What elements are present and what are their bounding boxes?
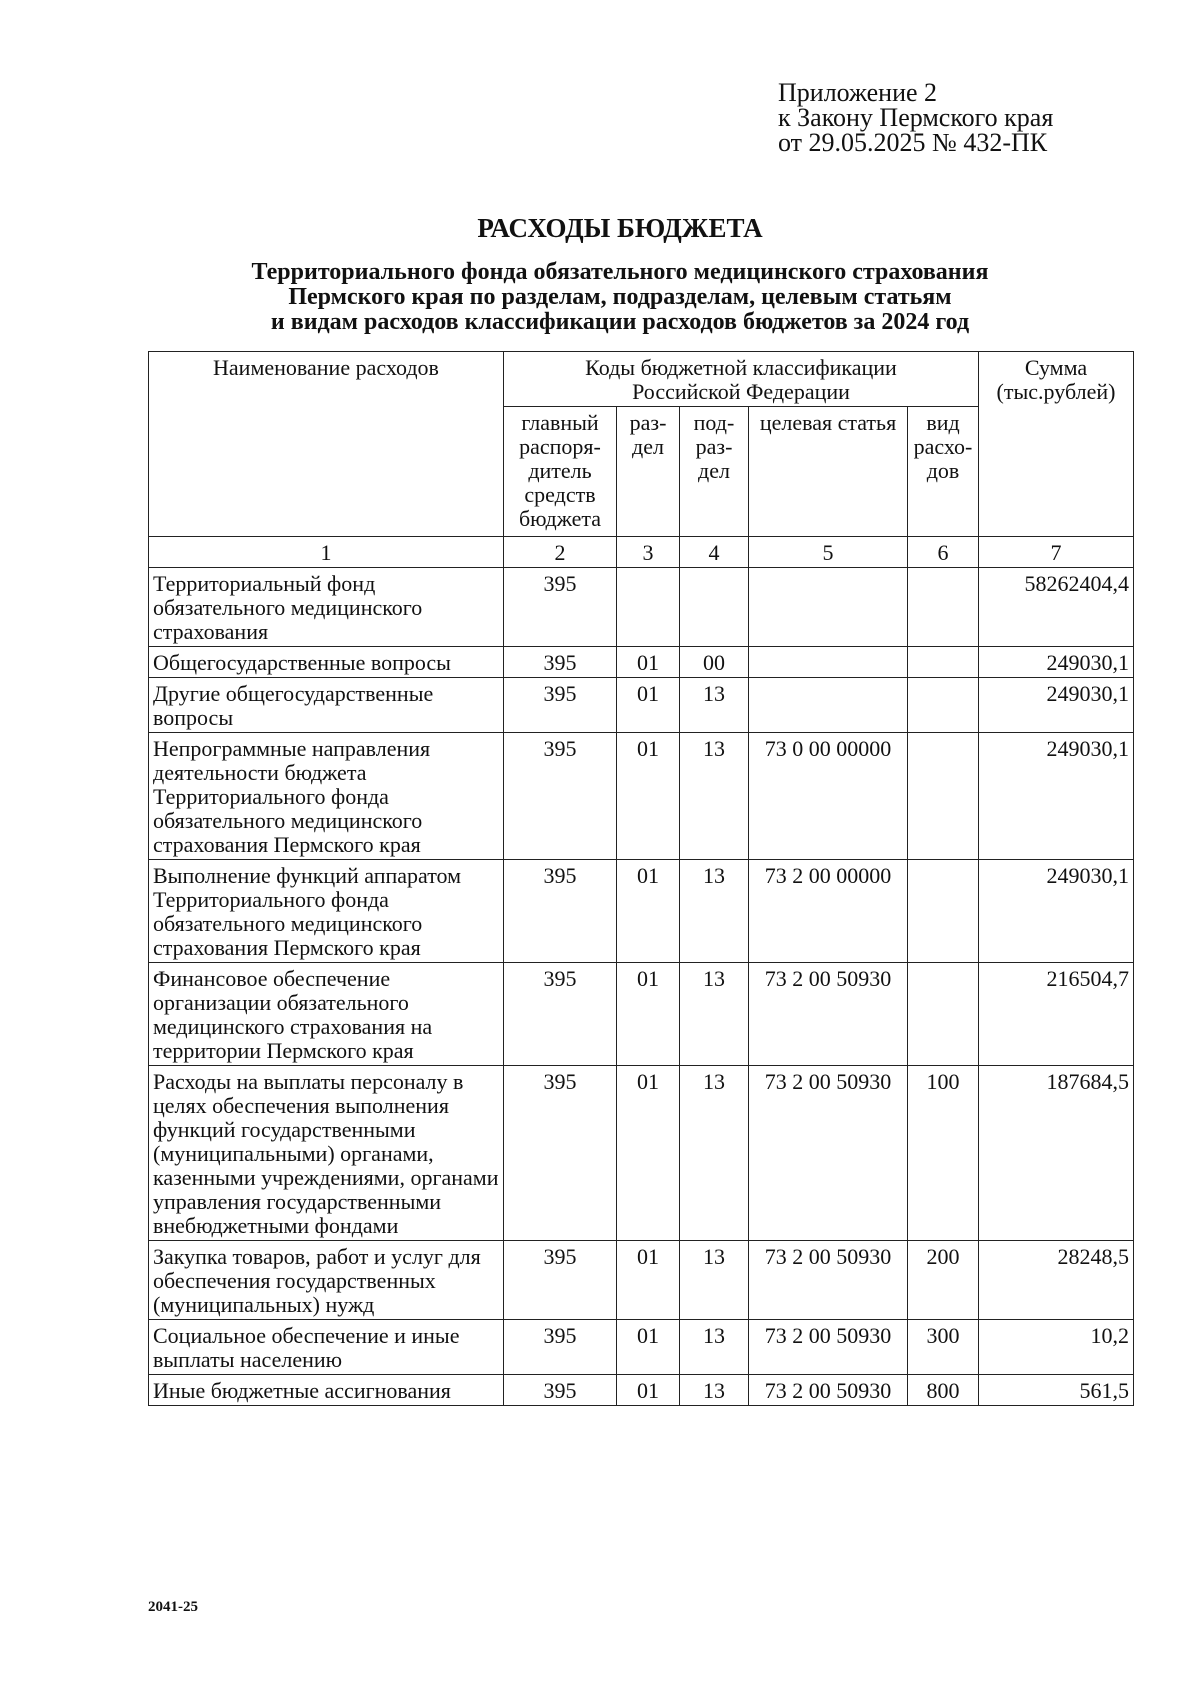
row-sum: 249030,1 — [979, 678, 1134, 733]
row-expense-type: 300 — [908, 1320, 979, 1375]
table-row — [149, 963, 1134, 1066]
appendix-law-reference: к Закону Пермского края — [778, 103, 1054, 132]
row-expense-type: 100 — [908, 1066, 979, 1241]
row-sum: 187684,5 — [979, 1066, 1134, 1241]
header-codes-group: Коды бюджетной классификации Российской Федерации — [504, 352, 979, 407]
table-row — [149, 568, 1134, 647]
row-sum: 249030,1 — [979, 647, 1134, 678]
row-expense-type: 800 — [908, 1375, 979, 1406]
row-subsection: 13 — [680, 678, 749, 733]
document-code: 2041-25 — [148, 1599, 198, 1615]
row-expense-type: 200 — [908, 1241, 979, 1320]
table-row — [149, 678, 1134, 733]
header-main-manager: главный распоря-дитель средств бюджета — [504, 407, 617, 537]
row-main-manager: 395 — [504, 733, 617, 860]
row-section: 01 — [617, 678, 680, 733]
row-target-article — [749, 678, 908, 733]
row-name: Закупка товаров, работ и услуг для обеспечения государственных (муниципальных) нужд — [149, 1241, 504, 1320]
row-main-manager: 395 — [504, 1320, 617, 1375]
row-main-manager: 395 — [504, 568, 617, 647]
column-number: 4 — [680, 537, 749, 568]
row-section: 01 — [617, 1320, 680, 1375]
row-sum: 561,5 — [979, 1375, 1134, 1406]
row-name: Территориальный фонд обязательного медицинского страхования — [149, 568, 504, 647]
row-subsection: 13 — [680, 860, 749, 963]
row-subsection: 13 — [680, 1066, 749, 1241]
row-sum: 216504,7 — [979, 963, 1134, 1066]
title-main: РАСХОДЫ БЮДЖЕТА — [477, 213, 763, 243]
subtitle-line-1: Территориального фонда обязательного медицинского страхования — [251, 259, 989, 285]
row-section: 01 — [617, 1375, 680, 1406]
row-expense-type — [908, 963, 979, 1066]
row-expense-type — [908, 860, 979, 963]
appendix-reference — [778, 80, 1053, 155]
header-target-article: целевая статья — [749, 407, 908, 537]
column-number: 5 — [749, 537, 908, 568]
column-number-row — [149, 537, 1134, 568]
row-target-article: 73 2 00 50930 — [749, 963, 908, 1066]
row-main-manager: 395 — [504, 647, 617, 678]
row-subsection: 13 — [680, 1375, 749, 1406]
row-expense-type — [908, 678, 979, 733]
row-main-manager: 395 — [504, 963, 617, 1066]
table-row — [149, 1375, 1134, 1406]
row-section: 01 — [617, 963, 680, 1066]
row-target-article: 73 2 00 00000 — [749, 860, 908, 963]
header-sum: Сумма (тыс.рублей) — [979, 352, 1134, 537]
appendix-law-date: от 29.05.2025 № 432-ПК — [778, 128, 1048, 157]
row-name: Другие общегосударственные вопросы — [149, 678, 504, 733]
table-header — [149, 352, 1134, 568]
header-subsection: под-раз-дел — [680, 407, 749, 537]
row-subsection: 00 — [680, 647, 749, 678]
row-target-article — [749, 647, 908, 678]
row-expense-type — [908, 647, 979, 678]
header-expense-type: вид расхо-дов — [908, 407, 979, 537]
row-section: 01 — [617, 647, 680, 678]
document-title — [140, 213, 1100, 335]
row-main-manager: 395 — [504, 678, 617, 733]
row-subsection — [680, 568, 749, 647]
row-name: Общегосударственные вопросы — [149, 647, 504, 678]
row-target-article: 73 2 00 50930 — [749, 1320, 908, 1375]
row-name: Финансовое обеспечение организации обязательного медицинского страхования на территории Пермского края — [149, 963, 504, 1066]
row-subsection: 13 — [680, 1320, 749, 1375]
table-row — [149, 860, 1134, 963]
row-main-manager: 395 — [504, 860, 617, 963]
table-row — [149, 1241, 1134, 1320]
title-subtitle — [140, 260, 1100, 335]
row-sum: 249030,1 — [979, 860, 1134, 963]
row-subsection: 13 — [680, 733, 749, 860]
row-section: 01 — [617, 1066, 680, 1241]
row-name: Социальное обеспечение и иные выплаты населению — [149, 1320, 504, 1375]
row-section: 01 — [617, 733, 680, 860]
table-body — [149, 568, 1134, 1406]
row-sum: 58262404,4 — [979, 568, 1134, 647]
row-sum: 28248,5 — [979, 1241, 1134, 1320]
table-row — [149, 647, 1134, 678]
row-target-article: 73 2 00 50930 — [749, 1375, 908, 1406]
appendix-number: Приложение 2 — [778, 78, 938, 107]
row-name: Выполнение функций аппаратом Территориального фонда обязательного медицинского страхования Пермского края — [149, 860, 504, 963]
column-number: 6 — [908, 537, 979, 568]
row-main-manager: 395 — [504, 1241, 617, 1320]
row-subsection: 13 — [680, 1241, 749, 1320]
row-subsection: 13 — [680, 963, 749, 1066]
row-sum: 10,2 — [979, 1320, 1134, 1375]
header-section: раз-дел — [617, 407, 680, 537]
row-name: Непрограммные направления деятельности бюджета Территориального фонда обязательного медицинского страхования Пермского края — [149, 733, 504, 860]
header-row-top — [149, 352, 1134, 407]
row-main-manager: 395 — [504, 1375, 617, 1406]
row-expense-type — [908, 733, 979, 860]
row-target-article — [749, 568, 908, 647]
budget-expenses-table — [148, 351, 1134, 1406]
row-target-article: 73 0 00 00000 — [749, 733, 908, 860]
row-target-article: 73 2 00 50930 — [749, 1066, 908, 1241]
row-expense-type — [908, 568, 979, 647]
row-name: Расходы на выплаты персоналу в целях обеспечения выполнения функций государственными (муниципальными) органами, казенными учреждениями, органами управления государственными внебюджетными фондами — [149, 1066, 504, 1241]
row-sum: 249030,1 — [979, 733, 1134, 860]
table-row — [149, 1066, 1134, 1241]
row-section: 01 — [617, 860, 680, 963]
column-number: 3 — [617, 537, 680, 568]
subtitle-line-2: Пермского края по разделам, подразделам, целевым статьям — [288, 284, 952, 310]
subtitle-line-3: и видам расходов классификации расходов бюджетов за 2024 год — [270, 309, 970, 335]
column-number: 2 — [504, 537, 617, 568]
header-name: Наименование расходов — [149, 352, 504, 537]
column-number: 7 — [979, 537, 1134, 568]
table-row — [149, 733, 1134, 860]
row-name: Иные бюджетные ассигнования — [149, 1375, 504, 1406]
row-target-article: 73 2 00 50930 — [749, 1241, 908, 1320]
row-section — [617, 568, 680, 647]
row-main-manager: 395 — [504, 1066, 617, 1241]
table-row — [149, 1320, 1134, 1375]
row-section: 01 — [617, 1241, 680, 1320]
column-number: 1 — [149, 537, 504, 568]
